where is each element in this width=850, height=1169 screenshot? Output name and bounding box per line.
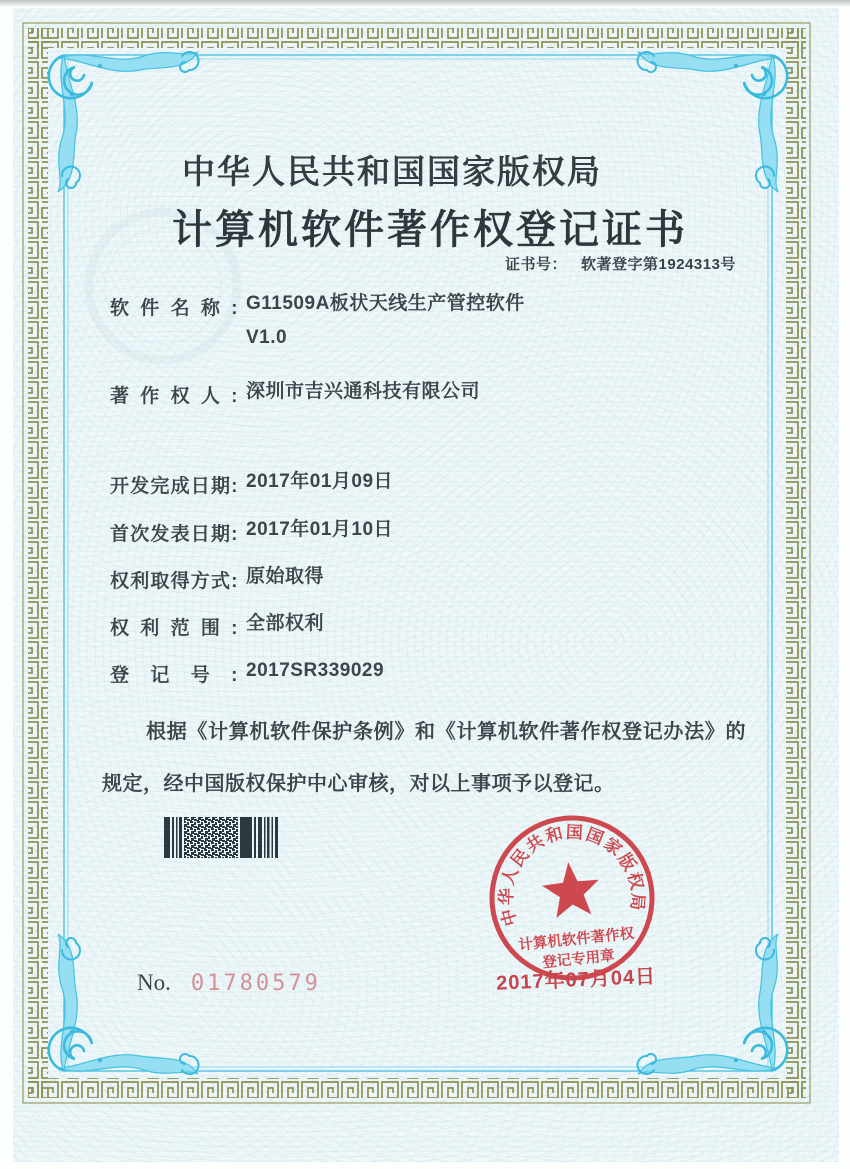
field-label: 著作权人: — [110, 386, 238, 407]
greek-key-band-right — [786, 28, 806, 1098]
field-value: 原始取得 — [246, 566, 325, 587]
certificate-number-label: 证书号： — [505, 256, 568, 273]
field-value: 2017年01月10日 — [246, 519, 394, 540]
field-value: 深圳市吉兴通科技有限公司 — [246, 381, 481, 402]
field-row-registration-number — [110, 660, 384, 687]
field-row-rights-scope — [110, 613, 324, 640]
field-row-first-publish-date — [110, 519, 393, 546]
field-value: 2017SR339029 — [246, 660, 385, 681]
field-value: 2017年01月09日 — [246, 471, 394, 492]
field-label: 登记号: — [110, 665, 238, 686]
serial-label: No. — [137, 970, 171, 995]
serial-number: 01780579 — [190, 971, 321, 996]
field-row-copyright-owner — [110, 381, 480, 408]
field-label: 软件名称: — [110, 298, 238, 319]
field-label: 开发完成日期: — [110, 476, 238, 497]
field-value: G11509A板状天线生产管控软件 V1.0 — [246, 293, 525, 348]
seal-date: 2017年07月04日 — [495, 965, 657, 995]
seal-line2: 登记专用章 — [541, 947, 616, 972]
greek-key-band-left — [28, 28, 48, 1098]
seal-line1: 计算机软件著作权 — [517, 925, 635, 954]
field-label: 首次发表日期: — [110, 524, 238, 545]
seal-ring-text: 中华人民共和国国家版权局 — [496, 822, 648, 928]
field-row-rights-acquisition — [110, 566, 324, 593]
field-label: 权利取得方式: — [110, 571, 238, 592]
certificate-number-value: 软著登字第1924313号 — [581, 256, 736, 273]
software-version: V1.0 — [246, 326, 288, 348]
seal-star-icon — [540, 859, 602, 919]
registration-statement: 根据《计算机软件保护条例》和《计算机软件著作权登记办法》的规定，经中国版权保护中心审核，对以上事项予以登记。 — [102, 721, 746, 795]
serial-number-line — [137, 970, 321, 996]
certificate-number-line — [505, 253, 736, 274]
field-row-dev-complete-date — [110, 471, 393, 498]
greek-key-band-bottom — [28, 1078, 806, 1098]
authority-title: 中华人民共和国国家版权局 — [182, 155, 602, 191]
greek-key-band-top — [28, 28, 806, 48]
certificate-title: 计算机软件著作权登记证书 — [172, 207, 688, 252]
field-label: 权利范围: — [110, 618, 238, 639]
field-value: 全部权利 — [246, 613, 325, 634]
pdf417-barcode — [162, 814, 286, 862]
corner-flourish-bottom-left — [49, 934, 199, 1074]
field-row-software-name — [110, 293, 525, 350]
